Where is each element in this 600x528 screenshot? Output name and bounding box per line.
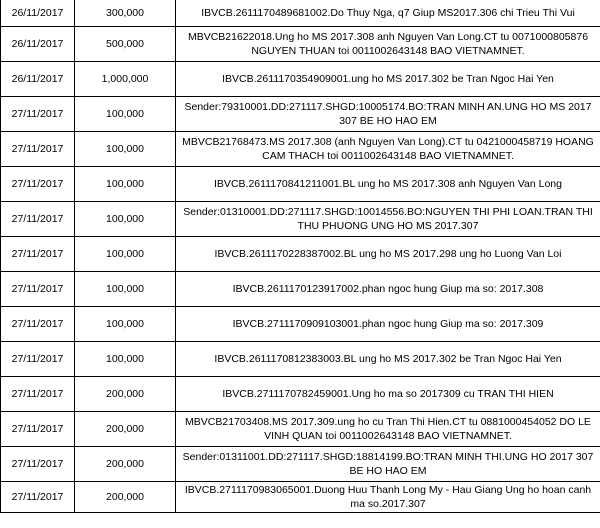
date-cell: 27/11/2017	[1, 97, 75, 132]
description-cell: MBVCB21703408.MS 2017.309.ung ho cu Tran Thi Hien.CT tu 0881000454052 DO LE VINH QUAN toi 0011002643148 BAO VIETNAMNET.	[176, 412, 600, 447]
description-cell: IBVCB.2711170782459001.Ung ho ma so 2017309 cu TRAN THI HIEN	[176, 377, 600, 412]
amount-cell: 100,000	[75, 167, 176, 202]
amount-cell: 300,000	[75, 0, 176, 27]
description-cell: Sender:79310001.DD:271117.SHGD:10005174.BO:TRAN MINH AN.UNG HO MS 2017 307 BE HO HAO EM	[176, 97, 600, 132]
description-cell: MBVCB21768473.MS 2017.308 (anh Nguyen Van Long).CT tu 0421000458719 HOANG CAM THACH toi 0011002643148 BAO VIETNAMNET.	[176, 132, 600, 167]
table-row	[1, 167, 600, 202]
amount-cell: 200,000	[75, 377, 176, 412]
table-row	[1, 0, 600, 27]
description-cell: IBVCB.2711170909103001.phan ngoc hung Giup ma so: 2017.309	[176, 307, 600, 342]
table-row	[1, 447, 600, 482]
date-cell: 27/11/2017	[1, 167, 75, 202]
date-cell: 27/11/2017	[1, 447, 75, 482]
table-row	[1, 62, 600, 97]
date-cell: 27/11/2017	[1, 237, 75, 272]
amount-cell: 200,000	[75, 447, 176, 482]
date-cell: 27/11/2017	[1, 342, 75, 377]
table-row	[1, 202, 600, 237]
amount-cell: 100,000	[75, 97, 176, 132]
table-row	[1, 412, 600, 447]
description-cell: IBVCB.2611170841211001.BL ung ho MS 2017.308 anh Nguyen Van Long	[176, 167, 600, 202]
date-cell: 27/11/2017	[1, 377, 75, 412]
description-cell: IBVCB.2611170228387002.BL ung ho MS 2017.298 ung ho Luong Van Loi	[176, 237, 600, 272]
description-cell: IBVCB.2611170354909001.ung ho MS 2017.302 be Tran Ngoc Hai Yen	[176, 62, 600, 97]
amount-cell: 1,000,000	[75, 62, 176, 97]
amount-cell: 100,000	[75, 342, 176, 377]
date-cell: 27/11/2017	[1, 202, 75, 237]
description-cell: Sender:01311001.DD:271117.SHGD:18814199.BO:TRAN MINH THI.UNG HO 2017 307 BE HO HAO EM	[176, 447, 600, 482]
description-cell: IBVCB.2711170983065001.Duong Huu Thanh Long My - Hau Giang Ung ho hoan canh ma so.2017.307	[176, 482, 600, 513]
table-row	[1, 27, 600, 62]
date-cell: 27/11/2017	[1, 307, 75, 342]
amount-cell: 200,000	[75, 482, 176, 513]
amount-cell: 500,000	[75, 27, 176, 62]
amount-cell: 100,000	[75, 237, 176, 272]
date-cell: 26/11/2017	[1, 0, 75, 27]
table-row	[1, 272, 600, 307]
table-row	[1, 97, 600, 132]
table-row	[1, 132, 600, 167]
date-cell: 26/11/2017	[1, 62, 75, 97]
amount-cell: 100,000	[75, 307, 176, 342]
table-row	[1, 237, 600, 272]
description-cell: IBVCB.2611170123917002.phan ngoc hung Giup ma so: 2017.308	[176, 272, 600, 307]
description-cell: IBVCB.2611170489681002.Do Thuy Nga, q7 Giup MS2017.306 chi Trieu Thi Vui	[176, 0, 600, 27]
table-row	[1, 342, 600, 377]
date-cell: 27/11/2017	[1, 272, 75, 307]
table-row	[1, 482, 600, 513]
date-cell: 27/11/2017	[1, 132, 75, 167]
date-cell: 27/11/2017	[1, 412, 75, 447]
table-row	[1, 307, 600, 342]
amount-cell: 100,000	[75, 272, 176, 307]
description-cell: MBVCB21622018.Ung ho MS 2017.308 anh Nguyen Van Long.CT tu 0071000805876 NGUYEN THUAN toi 0011002643148 BAO VIETNAMNET.	[176, 27, 600, 62]
amount-cell: 100,000	[75, 132, 176, 167]
date-cell: 26/11/2017	[1, 27, 75, 62]
date-cell: 27/11/2017	[1, 482, 75, 513]
description-cell: IBVCB.2611170812383003.BL ung ho MS 2017.302 be Tran Ngoc Hai Yen	[176, 342, 600, 377]
description-cell: Sender:01310001.DD:271117.SHGD:10014556.BO:NGUYEN THI PHI LOAN.TRAN THI THU PHUONG UNG HO MS 2017.307	[176, 202, 600, 237]
amount-cell: 200,000	[75, 412, 176, 447]
amount-cell: 100,000	[75, 202, 176, 237]
table-row	[1, 377, 600, 412]
